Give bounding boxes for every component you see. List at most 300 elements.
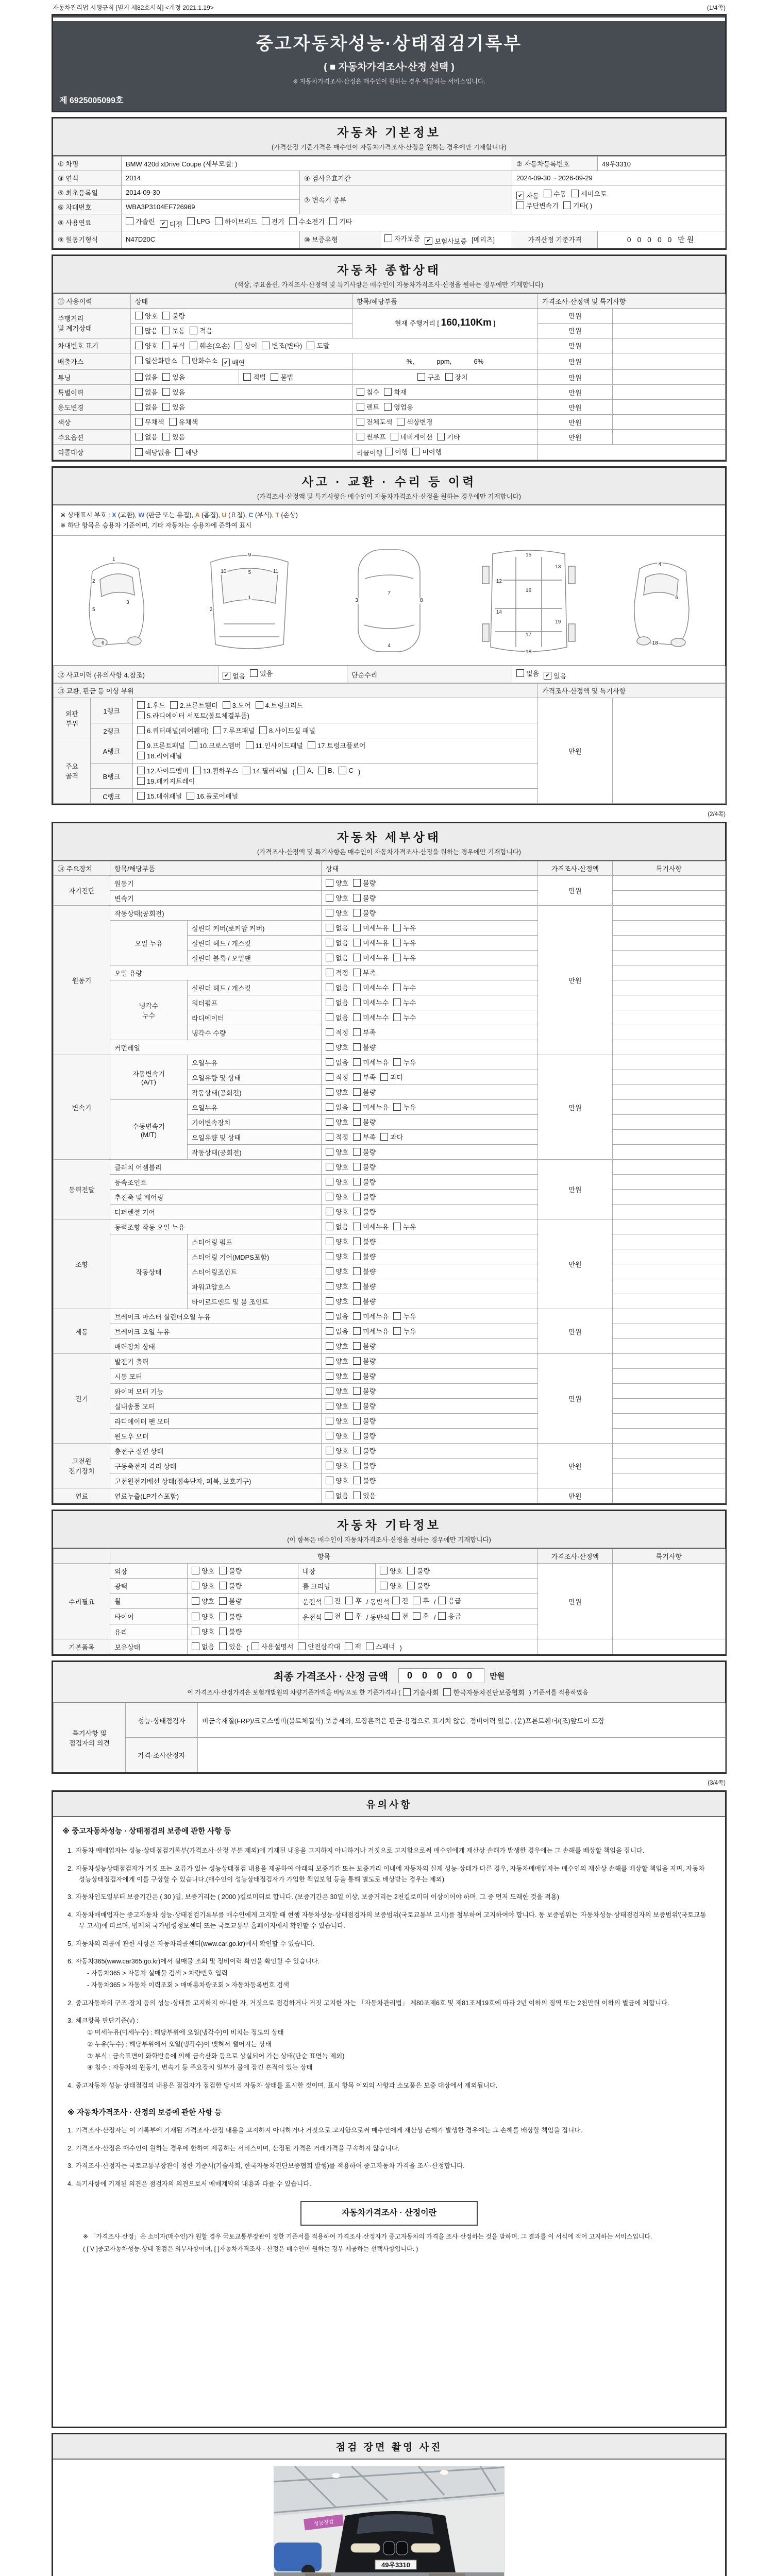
checkbox-2.프론트휀더[interactable]: [170, 700, 218, 710]
checkbox-7.루프패널[interactable]: [213, 725, 255, 735]
checkbox-전기[interactable]: [262, 216, 284, 226]
checkbox-안전삼각대[interactable]: [298, 1641, 340, 1651]
part-number: 6: [102, 640, 105, 647]
cell: 자동변속기 (A/T): [110, 1055, 188, 1100]
checkbox-불량[interactable]: [353, 1341, 376, 1351]
checkbox-불량[interactable]: [353, 1296, 376, 1306]
checkbox-불량[interactable]: [162, 311, 185, 320]
checkbox-있음[interactable]: [250, 668, 273, 678]
notice-item: [68, 1863, 711, 1885]
checkbox-box: [353, 1148, 361, 1156]
checkbox-자가보증[interactable]: [384, 233, 420, 243]
checkbox-적정[interactable]: [326, 968, 348, 977]
checkbox-영업용[interactable]: [384, 402, 413, 412]
checkbox-양호[interactable]: [326, 893, 348, 903]
checkbox-양호[interactable]: [326, 1281, 348, 1291]
notice-title: 유의사항: [53, 1792, 725, 1817]
checkbox-양호[interactable]: [326, 1416, 348, 1426]
checkbox-없음[interactable]: [326, 1311, 348, 1321]
checkbox-없음[interactable]: [135, 372, 158, 382]
checkbox-미세누수[interactable]: [353, 997, 389, 1007]
checkbox-불량[interactable]: [353, 1147, 376, 1157]
checkbox-누유[interactable]: [393, 1102, 416, 1112]
checkbox-6.쿼터패널(리어휀더)[interactable]: [137, 725, 209, 735]
checkbox-15.대쉬패널[interactable]: [137, 791, 182, 801]
checkbox-불량[interactable]: [353, 1207, 376, 1216]
checkbox-불량[interactable]: [219, 1581, 242, 1590]
checkbox-양호[interactable]: [326, 1236, 348, 1246]
checkbox-상이[interactable]: [234, 341, 257, 350]
checkbox-불량[interactable]: [353, 1416, 376, 1426]
checkbox-label: 있음: [172, 374, 186, 382]
checkbox-box: [357, 433, 364, 440]
notice-item: [68, 1892, 711, 1903]
checkbox-장치[interactable]: [445, 372, 468, 382]
checkbox-양호[interactable]: [326, 1356, 348, 1366]
checkbox-box: [135, 373, 143, 381]
checkbox-적정[interactable]: [326, 1072, 348, 1082]
checkbox-3.도어[interactable]: [223, 700, 251, 710]
checkbox-누유[interactable]: [393, 953, 416, 962]
checkbox-불량[interactable]: [353, 1162, 376, 1172]
checkbox-양호[interactable]: [326, 1476, 348, 1485]
checkbox-box: [353, 1462, 361, 1469]
checkbox-양호[interactable]: [326, 1192, 348, 1201]
checkbox-기술사회[interactable]: [403, 1687, 439, 1697]
checkbox-cell: [133, 738, 538, 764]
checkbox-불량[interactable]: [219, 1612, 242, 1621]
checkbox-양호[interactable]: [192, 1626, 214, 1636]
checkbox-B,[interactable]: [318, 767, 334, 774]
checkbox-전[interactable]: [392, 1596, 409, 1605]
cell: 윈도우 모터: [110, 1429, 322, 1444]
checkbox-불량[interactable]: [353, 1356, 376, 1366]
checkbox-box: [137, 741, 145, 749]
checkbox-16.플로어패널[interactable]: [187, 791, 238, 801]
checkbox-미세누유[interactable]: [353, 1222, 389, 1231]
checkbox-cell: [131, 430, 352, 445]
checkbox-cell: [322, 1444, 538, 1459]
checkbox-불량[interactable]: [353, 1192, 376, 1201]
checkbox-19.패키지트레이[interactable]: [137, 776, 195, 786]
checkbox-label: 무단변속기: [526, 202, 559, 210]
checkbox-11.인사이드패널[interactable]: [246, 740, 303, 750]
checkbox-12.사이드멤버[interactable]: [137, 766, 189, 775]
checkbox-label: 후: [355, 1613, 362, 1620]
checkbox-보험사보증[interactable]: [425, 236, 467, 246]
checkbox-14.필러패널[interactable]: [243, 766, 288, 775]
cell: 만원: [538, 1444, 613, 1488]
checkbox-LPG[interactable]: [187, 217, 210, 225]
checkbox-cell: [322, 1219, 538, 1234]
checkbox-해당없음[interactable]: [135, 447, 171, 457]
checkbox-불량[interactable]: [219, 1566, 242, 1575]
checkbox-불법[interactable]: [271, 372, 293, 382]
checkbox-box: [353, 909, 361, 917]
checkbox-부족[interactable]: [353, 1132, 376, 1142]
checkbox-미세누유[interactable]: [353, 1311, 389, 1321]
checkbox-썬루프[interactable]: [357, 432, 386, 442]
cell: 만원: [538, 430, 613, 445]
checkbox-cell: [322, 891, 538, 906]
checkbox-해당[interactable]: [175, 447, 198, 457]
checkbox-label: 후: [423, 1597, 429, 1605]
checkbox-하이브리드[interactable]: [215, 216, 257, 226]
checkbox-10.크로스멤버[interactable]: [190, 740, 241, 750]
checkbox-양호[interactable]: [326, 1386, 348, 1396]
checkbox-화재[interactable]: [384, 387, 407, 397]
checkbox-무단변속기[interactable]: [516, 200, 559, 210]
checkbox-보통[interactable]: [162, 326, 185, 335]
checkbox-label: 후: [355, 1597, 362, 1605]
checkbox-기타[interactable]: [329, 216, 352, 226]
checkbox-양호[interactable]: [326, 1042, 348, 1052]
checkbox-스패너[interactable]: [366, 1641, 395, 1651]
checkbox-불량[interactable]: [353, 893, 376, 903]
checkbox-있음[interactable]: [162, 432, 185, 442]
checkbox-매연[interactable]: [222, 358, 245, 367]
checkbox-색상변경[interactable]: [397, 417, 432, 427]
checkbox-후[interactable]: [413, 1611, 429, 1621]
checkbox-label: 양호: [335, 1387, 349, 1395]
checkbox-양호[interactable]: [326, 1446, 348, 1455]
checkbox-없음[interactable]: [326, 1012, 348, 1022]
checkbox-box: [256, 701, 263, 709]
checkbox-양호[interactable]: [326, 1296, 348, 1306]
checkbox-양호[interactable]: [326, 1401, 348, 1411]
checkbox-있음[interactable]: [353, 1490, 376, 1500]
checkbox-불량[interactable]: [353, 1371, 376, 1381]
checkbox-cell: [131, 385, 352, 400]
checkbox-없음[interactable]: [326, 982, 348, 992]
checkbox-있음[interactable]: [162, 387, 185, 397]
checkbox-불량[interactable]: [353, 1281, 376, 1291]
cell: 가격산정 기준가격: [512, 231, 598, 248]
checkbox-box: [326, 1387, 333, 1395]
checkbox-사용설명서[interactable]: [251, 1641, 294, 1651]
cell: [613, 400, 726, 415]
checkbox-잭[interactable]: [345, 1641, 361, 1651]
checkbox-1.후드[interactable]: [137, 700, 165, 710]
checkbox-일산화탄소[interactable]: [135, 355, 177, 365]
checkbox-있음[interactable]: [544, 671, 566, 681]
checkbox-box: [445, 373, 453, 381]
checkbox-양호[interactable]: [326, 1266, 348, 1276]
checkbox-양호[interactable]: [326, 1371, 348, 1381]
checkbox-도말[interactable]: [307, 341, 329, 350]
checkbox-없음[interactable]: [135, 387, 158, 397]
checkbox-기타[interactable]: [437, 432, 460, 442]
checkbox-양호[interactable]: [380, 1581, 402, 1590]
checkbox-box: [393, 1058, 401, 1066]
checkbox-불량[interactable]: [219, 1596, 242, 1606]
checkbox-없음[interactable]: [223, 671, 245, 681]
checkbox-디젤[interactable]: [160, 219, 182, 229]
checkbox-많음[interactable]: [135, 326, 158, 335]
checkbox-4.트렁크리드[interactable]: [256, 700, 304, 710]
checkbox-후[interactable]: [345, 1596, 362, 1605]
checkbox-label: 불량: [363, 1462, 376, 1470]
checkbox-box: [297, 767, 305, 774]
checkbox-8.사이드실 패널[interactable]: [259, 725, 315, 735]
checkbox-누수[interactable]: [393, 982, 416, 992]
checkbox-적정[interactable]: [326, 1027, 348, 1037]
cell: [613, 1130, 726, 1145]
checkbox-양호[interactable]: [326, 1461, 348, 1470]
table-row: [54, 1703, 726, 1738]
checkbox-훼손(오손)[interactable]: [190, 341, 230, 350]
checkbox-기타( )[interactable]: [563, 200, 592, 210]
table-row: [54, 1564, 726, 1579]
cell: [613, 1488, 726, 1503]
checkbox-가솔린[interactable]: [126, 216, 155, 226]
checkbox-label: 양호: [335, 1372, 349, 1380]
table-row: [54, 906, 726, 921]
checkbox-미세누유[interactable]: [353, 1326, 389, 1336]
checkbox-전[interactable]: [392, 1611, 409, 1621]
checkbox-label: 양호: [335, 1148, 349, 1156]
checkbox-미세누유[interactable]: [353, 1057, 389, 1067]
checkbox-과다[interactable]: [380, 1072, 403, 1082]
checkbox-불량[interactable]: [353, 878, 376, 888]
cell: C랭크: [91, 789, 133, 804]
checkbox-양호[interactable]: [380, 1566, 402, 1575]
checkbox-누유[interactable]: [393, 1222, 416, 1231]
checkbox-과다[interactable]: [380, 1132, 403, 1142]
checkbox-양호[interactable]: [192, 1612, 214, 1621]
legend-code: (부식),: [253, 512, 276, 519]
checkbox-cell: [322, 951, 538, 965]
checkbox-수동[interactable]: [544, 189, 566, 198]
checkbox-후[interactable]: [345, 1611, 362, 1621]
checkbox-미세누수[interactable]: [353, 982, 389, 992]
checkbox-양호[interactable]: [326, 1207, 348, 1216]
checkbox-양호[interactable]: [326, 1177, 348, 1187]
checkbox-양호[interactable]: [326, 1087, 348, 1097]
cell: 0 0 0 0 0 만원: [598, 231, 726, 248]
checkbox-label: 1.후드: [147, 702, 165, 709]
checkbox-13.휠하우스[interactable]: [193, 766, 238, 775]
checkbox-후[interactable]: [413, 1596, 429, 1605]
section-title: 사고 · 교환 · 수리 등 이력: [301, 475, 477, 489]
checkbox-불량[interactable]: [353, 1117, 376, 1127]
cell: 2랭크: [91, 723, 133, 738]
checkbox-17.트렁크플로어[interactable]: [308, 740, 365, 750]
checkbox-누유[interactable]: [393, 938, 416, 947]
checkbox-불량[interactable]: [353, 1251, 376, 1261]
checkbox-불량[interactable]: [353, 1476, 376, 1485]
checkbox-양호[interactable]: [326, 1162, 348, 1172]
checkbox-label: 양호: [335, 1432, 349, 1440]
cell: 만원: [538, 323, 613, 338]
checkbox-불량[interactable]: [353, 1401, 376, 1411]
checkbox-있음[interactable]: [162, 372, 185, 382]
checkbox-부족[interactable]: [353, 968, 376, 977]
checkbox-없음[interactable]: [326, 1102, 348, 1112]
checkbox-label: 사용설명서: [261, 1643, 294, 1651]
checkbox-cell: [298, 1594, 538, 1609]
checkbox-누유[interactable]: [393, 1311, 416, 1321]
checkbox-없음[interactable]: [326, 1326, 348, 1336]
cell: ⑪ 사용이력: [54, 294, 131, 308]
cell: 1랭크: [91, 698, 133, 723]
checkbox-무채색[interactable]: [135, 417, 164, 427]
legend-code: T: [275, 512, 279, 519]
checkbox-누수[interactable]: [393, 1012, 416, 1022]
checkbox-label: 하이브리드: [224, 218, 257, 226]
checkbox-있음[interactable]: [162, 402, 185, 412]
checkbox-누수[interactable]: [393, 997, 416, 1007]
checkbox-box: [345, 1612, 353, 1620]
checkbox-미세누유[interactable]: [353, 923, 389, 933]
table-row: [54, 1459, 726, 1473]
checkbox-이행[interactable]: [385, 447, 408, 456]
text-token: 운전석: [303, 1598, 322, 1606]
checkbox-불량[interactable]: [219, 1626, 242, 1636]
checkbox-양호[interactable]: [192, 1596, 214, 1606]
checkbox-box: [326, 1402, 333, 1410]
checkbox-양호[interactable]: [135, 311, 158, 320]
checkbox-A,[interactable]: [297, 767, 313, 774]
checkbox-양호[interactable]: [326, 1147, 348, 1157]
checkbox-양호[interactable]: [326, 878, 348, 888]
checkbox-cell: [188, 1564, 298, 1579]
cell: 특기사항: [613, 1549, 726, 1564]
checkbox-없음[interactable]: [135, 402, 158, 412]
checkbox-자동[interactable]: [516, 191, 539, 200]
checkbox-없음[interactable]: [135, 432, 158, 442]
checkbox-box: [384, 403, 392, 411]
cell: 단순수리: [347, 666, 512, 683]
checkbox-양호[interactable]: [326, 1251, 348, 1261]
checkbox-양호[interactable]: [326, 1341, 348, 1351]
checkbox-침수[interactable]: [357, 387, 379, 397]
checkbox-box: [366, 1642, 374, 1650]
checkbox-불량[interactable]: [353, 1177, 376, 1187]
checkbox-전[interactable]: [325, 1596, 341, 1605]
checkbox-양호[interactable]: [192, 1566, 214, 1575]
checkbox-부식[interactable]: [162, 341, 185, 350]
checkbox-불량[interactable]: [407, 1581, 430, 1590]
checkbox-없음[interactable]: [192, 1641, 214, 1651]
checkbox-box: [135, 418, 143, 426]
checkbox-양호[interactable]: [135, 341, 158, 350]
checkbox-미이행[interactable]: [412, 447, 442, 456]
checkbox-box: [392, 1597, 400, 1604]
checkbox-양호[interactable]: [326, 1117, 348, 1127]
checkbox-불량[interactable]: [353, 1386, 376, 1396]
checkbox-부족[interactable]: [353, 1072, 376, 1082]
checkbox-box: [403, 1688, 411, 1696]
checkbox-불량[interactable]: [407, 1566, 430, 1575]
checkbox-불량[interactable]: [353, 1087, 376, 1097]
checkbox-없음[interactable]: [326, 1222, 348, 1231]
checkbox-cell: [131, 370, 239, 385]
checkbox-불량[interactable]: [353, 1431, 376, 1440]
checkbox-9.프론트패널[interactable]: [137, 740, 185, 750]
checkbox-수소전기[interactable]: [289, 216, 325, 226]
checkbox-유채색[interactable]: [169, 417, 198, 427]
checkbox-label: 불량: [363, 1178, 376, 1186]
part-number: 3: [126, 600, 129, 606]
cell: 만원: [538, 400, 613, 415]
cell: 실린더 헤드 / 개스킷: [188, 936, 322, 951]
checkbox-있음[interactable]: [219, 1641, 242, 1651]
checkbox-양호[interactable]: [326, 908, 348, 918]
checkbox-18.리어패널[interactable]: [137, 751, 182, 760]
checkbox-box: [326, 1073, 333, 1081]
checkbox-없음[interactable]: [326, 1490, 348, 1500]
checkbox-양호[interactable]: [192, 1581, 214, 1590]
checkbox-불량[interactable]: [353, 908, 376, 918]
basic-info-table: [53, 156, 726, 248]
cell: 만원: [538, 353, 613, 370]
checkbox-없음[interactable]: [326, 923, 348, 933]
checkbox-변조(변타)[interactable]: [262, 341, 302, 350]
checkbox-부족[interactable]: [353, 1027, 376, 1037]
checkbox-미세누수[interactable]: [353, 1012, 389, 1022]
cell: 오일유량 및 상태: [188, 1070, 322, 1085]
text-token: ) 기준서를 적용하였음: [529, 1689, 589, 1696]
checkbox-전체도색[interactable]: [357, 417, 392, 427]
checkbox-없음[interactable]: [326, 953, 348, 962]
checkbox-한국자동차진단보증협회[interactable]: [443, 1687, 524, 1697]
checkbox-적정[interactable]: [326, 1132, 348, 1142]
checkbox-불량[interactable]: [353, 1461, 376, 1470]
checkbox-불량[interactable]: [353, 1446, 376, 1455]
checkbox-적음[interactable]: [190, 326, 212, 335]
checkbox-label: 적정: [335, 1029, 349, 1037]
checkbox-전[interactable]: [325, 1611, 341, 1621]
checkbox-누유[interactable]: [393, 923, 416, 933]
checkbox-세미오토[interactable]: [571, 189, 607, 198]
checkbox-미세누유[interactable]: [353, 953, 389, 962]
checkbox-누유[interactable]: [393, 1057, 416, 1067]
table-row: [54, 965, 726, 980]
checkbox-응급[interactable]: [438, 1611, 461, 1621]
checkbox-box: [353, 1058, 361, 1066]
checkbox-box: ✔: [223, 672, 230, 680]
checkbox-렌트[interactable]: [357, 402, 379, 412]
checkbox-탄화수소[interactable]: [182, 355, 217, 365]
checkbox-구조[interactable]: [417, 372, 440, 382]
cell: 만원: [538, 1354, 613, 1444]
checkbox-box: [353, 1118, 361, 1126]
checkbox-C[interactable]: [339, 767, 353, 774]
checkbox-5.라디에이터 서포트(볼트체결부품)[interactable]: [137, 710, 249, 720]
checkbox-label: 불량: [363, 1044, 376, 1052]
checkbox-미세누유[interactable]: [353, 1102, 389, 1112]
checkbox-적법[interactable]: [243, 372, 266, 382]
checkbox-label: 전: [334, 1597, 341, 1605]
checkbox-없음[interactable]: [326, 938, 348, 947]
table-row: [54, 353, 726, 370]
checkbox-누유[interactable]: [393, 1326, 416, 1336]
checkbox-불량[interactable]: [353, 1042, 376, 1052]
checkbox-불량[interactable]: [353, 1236, 376, 1246]
checkbox-불량[interactable]: [353, 1266, 376, 1276]
checkbox-label: 적정: [335, 1074, 349, 1081]
checkbox-양호[interactable]: [326, 1431, 348, 1440]
checkbox-cell: [322, 876, 538, 891]
checkbox-없음[interactable]: [326, 1057, 348, 1067]
checkbox-응급[interactable]: [438, 1596, 461, 1605]
checkbox-미세누유[interactable]: [353, 938, 389, 947]
checkbox-없음[interactable]: [326, 997, 348, 1007]
cell: 가격조사·산정액: [538, 861, 613, 876]
checkbox-네비게이션[interactable]: [391, 432, 433, 442]
checkbox-없음[interactable]: [516, 668, 539, 678]
